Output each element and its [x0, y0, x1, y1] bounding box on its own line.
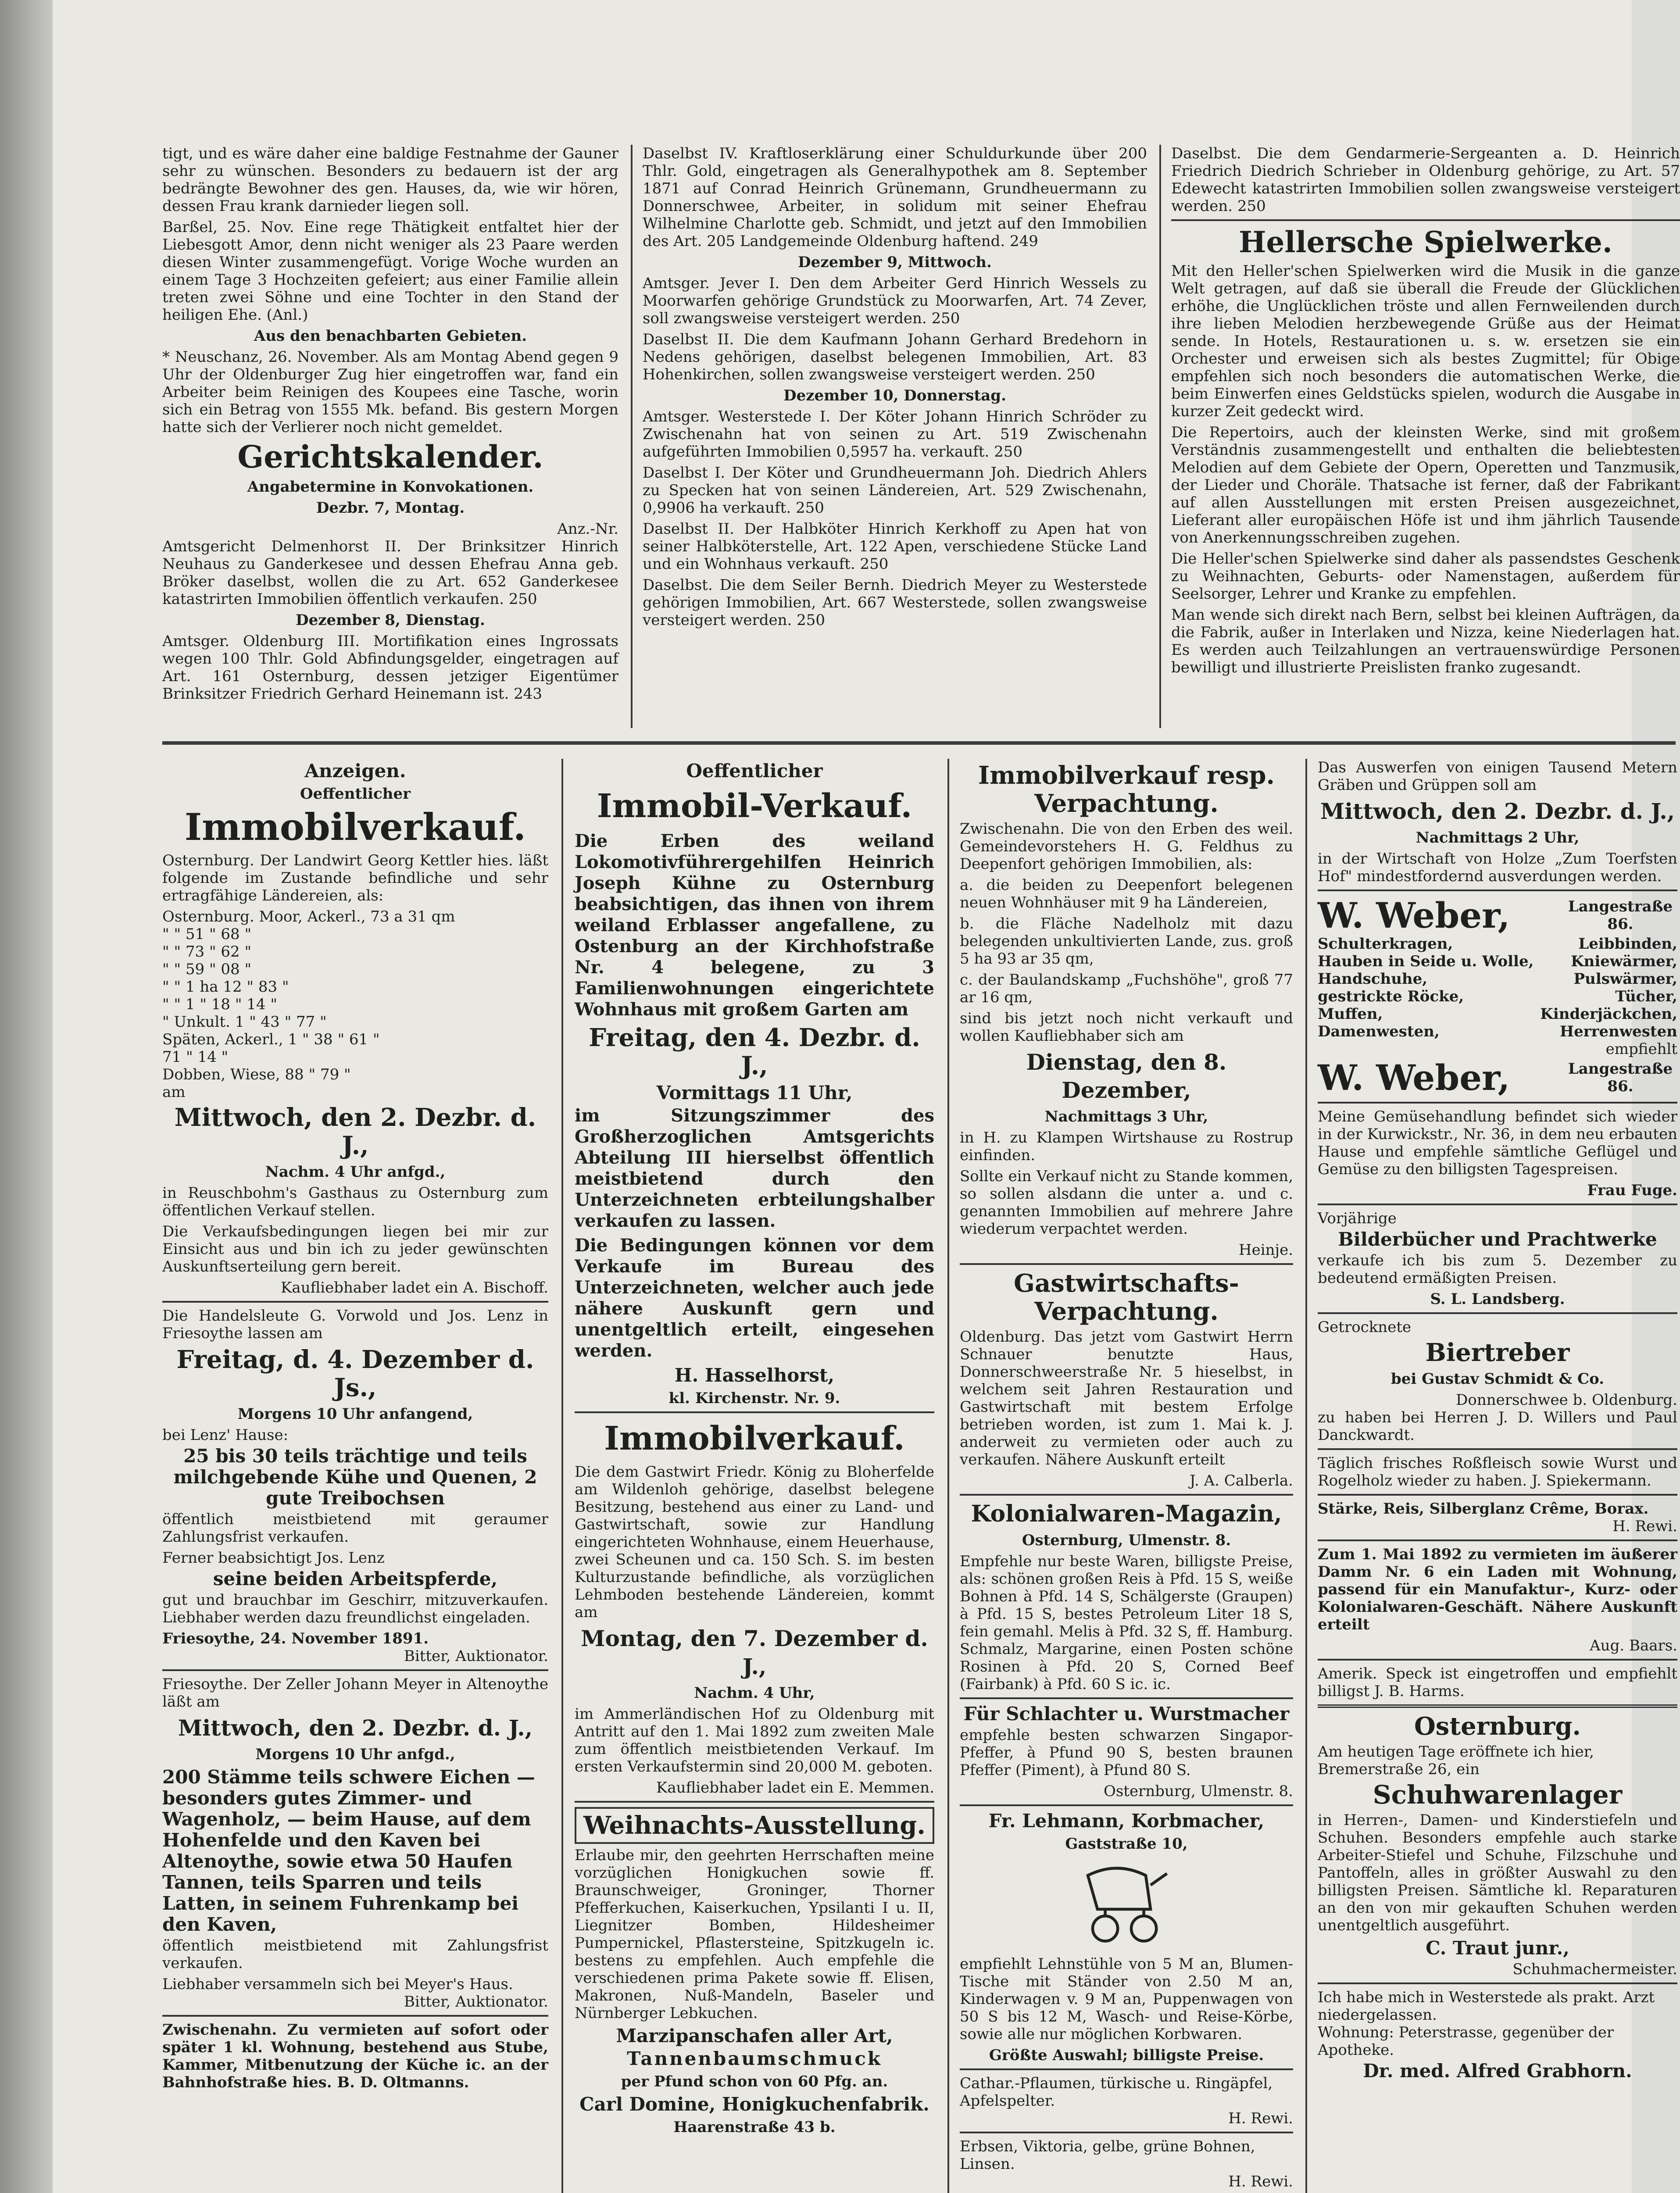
date-heading: Dezember 8, Dienstag.: [296, 611, 485, 629]
ad-item: c. der Baulandskamp „Fuchshöhe", groß 77 ar 16 qm,: [960, 971, 1293, 1006]
ad-text: Oldenburg. Das jetzt vom Gastwirt Herrn Schnauer benutzte Haus, Donnerschweerstraße Nr. 5 hieselbst, in welchem seit Jahren Restauration und Gastwirtschaft mit bestem Erfolge betrieben worden, ist zum 1. Mai k. J. anderweit zu vermieten oder auch zu verkaufen. Nähere Auskunft erteilt: [960, 1328, 1293, 1468]
ad-highlight: seine beiden Arbeitspferde,: [213, 1568, 498, 1589]
land-row: " " 73 " 62 ": [162, 943, 252, 961]
date-heading: Dezember 10, Donnerstag.: [783, 387, 1006, 404]
ad-text: gut und brauchbar im Geschirr, mitzuverkaufen. Liebhaber werden dazu freundlichst eingeladen.: [162, 1591, 548, 1626]
ad-text: öffentlich meistbietend mit geraumer Zahlungsfrist verkaufen.: [162, 1511, 548, 1546]
ad-text: Sollte ein Verkauf nicht zu Stande kommen, so sollen alsdann die unter a. und c. genannten Immobilien auf mehrere Jahre wiederum verpachtet werden.: [960, 1168, 1293, 1238]
land-row: " Unkult. 1 " 43 " 77 ": [162, 1013, 327, 1031]
ad-signature: Heinje.: [1238, 1241, 1293, 1259]
divider: [960, 1263, 1293, 1265]
ad-address: Donnerschwee b. Oldenburg.: [1456, 1391, 1677, 1409]
ad-text: Die dem Gastwirt Friedr. König zu Bloherfelde am Wildenloh gehörige, daselbst belegene Besitzung, bestehend aus einer zu Land- und Gastwirtschaft, sowie zur Handlung eingerichteten Wohnhause, einem Heuerhause, zwei Scheunen und ca. 150 Sch. S. im besten Kulturzustande befindliche, als vorzüglichen Lehmboden bestehende Ländereien, kommt am: [575, 1463, 934, 1621]
ad-text: Die Erben des weiland Lokomotivführergehilfen Heinrich Joseph Kühne zu Osternburg beabsichtigen, das ihnen von ihrem weiland Erblasser angefallene, zu Ostenburg an der Kirchhofstraße Nr. 4 belegene, zu 3 Familienwohnungen eingerichtete Wohnhaus mit großem Garten am: [575, 831, 934, 1020]
ad-firm: W. Weber,: [1318, 895, 1510, 936]
ad-text: Täglich frisches Roßfleisch sowie Wurst und Rogelholz wieder zu haben. J. Spiekermann.: [1318, 1454, 1677, 1489]
ad-highlight: Marzipanschafen aller Art,: [616, 2025, 893, 2047]
ad-signature: H. Hasselhorst,: [674, 1364, 835, 1386]
section-heading: Aus den benachbarten Gebieten.: [254, 327, 527, 345]
goods-list: [1318, 935, 1677, 1040]
column-divider: [1159, 145, 1161, 728]
ad-text: in der Wirtschaft von Holze „Zum Toerfsten Hof" mindestfordernd ausverdungen werden.: [1318, 850, 1677, 885]
ad-text: Die Handelsleute G. Vorwold und Jos. Lenz in Friesoythe lassen am: [162, 1307, 548, 1342]
divider: [1318, 1312, 1677, 1314]
court-entry: Daselbst I. Der Köter und Grundheuermann Joh. Diedrich Ahlers zu Specken hat von seinen Ländereien, Art. 529 Zwischenahn, 0,9906 ha verkauft. 250: [643, 464, 1147, 517]
divider: [960, 2132, 1293, 2133]
goods-item: Damenwesten,: [1318, 1023, 1440, 1040]
ad-signature: Bitter, Auktionator.: [404, 1647, 548, 1665]
ad-text: Das Auswerfen von einigen Tausend Metern Gräben und Grüppen soll am: [1318, 759, 1677, 794]
rewi-item: Erbsen, Viktoria, gelbe, grüne Bohnen, Linsen.: [960, 2138, 1255, 2173]
ad-slogan: Größte Auswahl; billigste Preise.: [989, 2047, 1264, 2064]
goods-item: Leibbinden,: [1578, 935, 1677, 953]
court-calendar-title: Gerichtskalender.: [237, 439, 543, 475]
book-gutter: [0, 0, 53, 2193]
ad-text: Man wende sich direkt nach Bern, selbst bei kleinen Aufträgen, da die Fabrik, außer in Interlaken und Nizza, keine Niederlagen hat. Es werden auch Teilzahlungen an vertrauenswürdige Personen bewilligt und illustrierte Preislisten franko zugesandt.: [1171, 606, 1680, 676]
ad-text: Vorjährige: [1318, 1210, 1397, 1227]
ad-date: Freitag, d. 4. Dezember d. Js.,: [176, 1345, 534, 1402]
divider: [960, 1494, 1293, 1496]
ad-text: Friesoythe. Der Zeller Johann Meyer in Altenoythe läßt am: [162, 1675, 548, 1711]
divider: [575, 1411, 934, 1413]
divider: [162, 1301, 548, 1303]
ad-time: Vormittags 11 Uhr,: [656, 1082, 853, 1104]
ad-signature: Bitter, Auktionator.: [404, 1993, 548, 2011]
land-row: " " 51 " 68 ": [162, 925, 252, 943]
ad-address: Osternburg, Ulmenstr. 8.: [1103, 1782, 1293, 1800]
ad-text: Am heutigen Tage eröffnete ich hier, Bremerstraße 26, ein: [1318, 1743, 1594, 1778]
ad-text: verkaufe ich bis zum 5. Dezember zu bedeutend ermäßigten Preisen.: [1318, 1252, 1677, 1287]
column-label: Anz.-Nr.: [557, 520, 618, 538]
ad-text: Die Verkaufsbedingungen liegen bei mir zur Einsicht aus und bin ich zu jeder gewünschten Auskunftserteilung gern bereit.: [162, 1223, 548, 1275]
land-row: Osternburg. Moor, Ackerl., 73 a 31 qm: [162, 908, 455, 925]
news-text: Barßel, 25. Nov. Eine rege Thätigkeit entfaltet hier der Liebesgott Amor, denn nicht weniger als 23 Paare werden diesen Winter zusammengefügt. Vorige Woche wurden an einem Tage 3 Hochzeiten gefeiert; aus einer Familie allein treten zwei Söhne und eine Tochter in den Stand der heiligen Ehe. (Anl.): [162, 218, 618, 324]
ad-text: Getrocknete: [1318, 1318, 1412, 1336]
ad-address: Osternburg, Ulmenstr. 8.: [1022, 1532, 1231, 1549]
column-divider: [947, 759, 949, 2193]
ad-time: Morgens 10 Uhr anfangend,: [237, 1405, 473, 1423]
heller-title: Hellersche Spielwerke.: [1239, 225, 1612, 259]
weber-header: [1318, 896, 1677, 935]
ad-title: Gastwirtschafts-Verpachtung.: [1014, 1269, 1239, 1326]
ad-item: b. die Fläche Nadelholz mit dazu belegenden unkultivierten Lande, zus. groß 5 ha 93 ar 35 qm,: [960, 915, 1293, 968]
ad-date: Freitag, den 4. Dezbr. d. J.,: [589, 1023, 920, 1080]
ad-title: Schuhwarenlager: [1373, 1780, 1623, 1810]
ad-text: bei Lenz' Hause:: [162, 1426, 289, 1444]
ad-text: per Pfund schon von 60 Pfg. an.: [621, 2073, 888, 2090]
divider: [960, 1804, 1293, 1806]
ad-address: kl. Kirchenstr. Nr. 9.: [668, 1389, 840, 1407]
land-row: Dobben, Wiese, 88 " 79 ": [162, 1066, 351, 1083]
divider: [1318, 1204, 1677, 1205]
ad-signature: Frau Fuge.: [1587, 1182, 1677, 1199]
ad-text: am: [162, 1083, 186, 1101]
goods-item: gestrickte Röcke,: [1318, 988, 1464, 1005]
ad-time: Nachm. 4 Uhr,: [694, 1684, 815, 1702]
ad-text: Die Heller'schen Spielwerke sind daher als passendstes Geschenk zu Weihnachten, Geburts- oder Namenstagen, außerdem für Seelsorger, Lehrer und Kranke zu empfehlen.: [1171, 550, 1680, 603]
goods-item: Kinderjäckchen,: [1540, 1005, 1677, 1023]
ad-title: Immobil-Verkauf.: [597, 787, 912, 825]
court-entry: Daselbst II. Die dem Kaufmann Johann Gerhard Bredehorn in Nedens gehörigen, daselbst belegenen Immobilien, Art. 83 Hohenkirchen, sollen zwangsweise versteigert werden. 250: [643, 331, 1147, 383]
ad-title: Immobilverkauf resp. Verpachtung.: [978, 761, 1275, 818]
ad-text: zu haben bei Herren J. D. Willers und Paul Danckwardt.: [1318, 1409, 1677, 1444]
ad-title: Immobilverkauf.: [184, 805, 526, 849]
ad-label: Oeffentlicher: [686, 760, 823, 782]
court-entry: Amtsger. Jever I. Den dem Arbeiter Gerd Hinrich Wessels zu Moorwarfen gehörige Grundstück zu Moorwarfen, Art. 74 Zever, soll zwangsweise versteigert werden. 250: [643, 275, 1147, 327]
ad-title: Weihnachts-Ausstellung.: [575, 1807, 934, 1844]
divider: [1318, 1982, 1677, 1984]
ad-text: Osternburg. Der Landwirt Georg Kettler hies. läßt folgende im Zustande befindliche und sehr ertragfähige Ländereien, als:: [162, 852, 548, 904]
news-column-3: [1171, 145, 1680, 728]
weber-footer: [1318, 1058, 1677, 1097]
ad-text: im Ammerländischen Hof zu Oldenburg mit Antritt auf den 1. Mai 1892 zum zweiten Male zum öffentlich meistbietenden Verkauf. Im ersten Verkaufstermin sind 20,000 M. geboten.: [575, 1705, 934, 1775]
goods-row: [1318, 1005, 1677, 1023]
ad-title: Kolonialwaren-Magazin,: [971, 1500, 1282, 1527]
ad-date: Montag, den 7. Dezember d. J.,: [581, 1625, 928, 1679]
ad-time: Nachmittags 2 Uhr,: [1415, 829, 1580, 846]
divider: [1318, 1102, 1677, 1104]
ad-signature: S. L. Landsberg.: [1430, 1290, 1565, 1308]
ad-text: Empfehle nur beste Waren, billigste Preise, als: schönen großen Reis à Pfd. 15 S, weiße Bohnen à Pfd. 14 S, Schälgerste (Graupen) à Pfd. 15 S, bestes Petroleum Liter 18 S, fein gemahl. Melis à Pfd. 32 S, ff. Hamburg. Schmalz, Margarine, einen Posten schöne Rosinen à Pfd. 20 S, Corned Beef (Fairbank) à Pfd. 60 S ic. ic.: [960, 1553, 1293, 1693]
land-row: 71 " 14 ": [162, 1048, 229, 1066]
divider: [1318, 1659, 1677, 1661]
ad-title: Bilderbücher und Prachtwerke: [1338, 1229, 1657, 1250]
divider: [1318, 1448, 1677, 1450]
ad-text: Zwischenahn. Zu vermieten auf sofort oder später 1 kl. Wohnung, bestehend aus Stube, Kammer, Mitbenutzung der Küche ic. an der Bahnhofstraße hies. B. D. Oltmanns.: [162, 2021, 548, 2091]
ad-item: a. die beiden zu Deepenfort belegenen neuen Wohnhäuser mit 9 ha Ländereien,: [960, 876, 1293, 911]
land-row: Späten, Ackerl., 1 " 38 " 61 ": [162, 1031, 380, 1048]
column-divider: [561, 759, 563, 2193]
land-row: " " 59 " 08 ": [162, 961, 252, 978]
ad-highlight: 200 Stämme teils schwere Eichen — besonders gutes Zimmer- und Wagenholz, — beim Hause, auf dem Hohenfelde und den Kaven bei Altenoythe, sowie etwa 50 Haufen Tannen, teils Sparren und teils Latten, in seinem Fuhrenkamp bei den Kaven,: [162, 1766, 535, 1935]
court-entry: Amtsger. Oldenburg III. Mortifikation eines Ingrossats wegen 100 Thlr. Gold Abfindungsgelder, eingetragen auf Art. 161 Osternburg, dessen jetziger Eigentümer Brinksitzer Friedrich Gerhard Heinemann ist. 243: [162, 632, 618, 703]
divider: [162, 2015, 548, 2017]
ad-text: empfiehlt: [1605, 1040, 1677, 1058]
ad-text: Ferner beabsichtigt Jos. Lenz: [162, 1549, 385, 1567]
ad-title: Immobilverkauf.: [604, 1420, 905, 1457]
ad-signature: Carl Domine, Honigkuchenfabrik.: [579, 2093, 929, 2115]
ad-title: Osternburg.: [1414, 1712, 1581, 1741]
section-divider: [162, 741, 1676, 745]
divider: [162, 1669, 548, 1671]
ad-text: Liebhaber versammeln sich bei Meyer's Haus.: [162, 1975, 513, 1993]
divider: [1318, 1704, 1677, 1708]
ad-signature: Kaufliebhaber ladet ein A. Bischoff.: [281, 1279, 548, 1297]
ad-text: Die Repertoirs, auch der kleinsten Werke, sind mit großem Verständnis zusammengestellt und enthalten die beliebtesten Melodien auf dem Gebiete der Opern, Operetten und Tanzmusik, der Lieder und Choräle. Thatsache ist ferner, daß der Fabrikant auf allen Ausstellungen mit ersten Preisen ausgezeichnet, Lieferant aller europäischen Höfe ist und ihm jährlich Tausende von Anerkennungsschreiben zugehen.: [1171, 424, 1680, 546]
newspaper-page: [53, 0, 1680, 2193]
court-entry: Daselbst. Die dem Seiler Bernh. Diedrich Meyer zu Westerstede gehörigen Immobilien, Art. 667 Westerstede, sollen zwangsweise versteigert werden. 250: [643, 576, 1147, 629]
ad-address: Langestraße 86.: [1568, 1060, 1673, 1095]
ad-signature: C. Traut junr.,: [1426, 1937, 1569, 1959]
goods-item: Handschuhe,: [1318, 970, 1428, 988]
land-list: [162, 908, 548, 1083]
goods-item: Pulswärmer,: [1573, 970, 1677, 988]
goods-item: Tücher,: [1615, 988, 1677, 1005]
ad-signature: J. A. Calberla.: [1189, 1472, 1293, 1489]
ad-text: in H. zu Klampen Wirtshause zu Rostrup einfinden.: [960, 1129, 1293, 1164]
court-entry: Daselbst. Die dem Gendarmerie-Sergeanten a. D. Heinrich Friedrich Diedrich Schrieber in Oldenburg gehörige, zu Art. 57 Edewecht katastrirten Immobilien sollen zwangsweise versteigert werden. 250: [1171, 145, 1680, 215]
divider: [960, 1697, 1293, 1699]
column-divider: [1305, 759, 1307, 2193]
court-entry: Amtsgericht Delmenhorst II. Der Brinksitzer Hinrich Neuhaus zu Ganderkesee und dessen Ehefrau Anna geb. Bröker daselbst, wollen die zu Art. 652 Ganderkesee katastrirten Immobilien öffentlich verkaufen. 250: [162, 538, 618, 608]
goods-item: Herrenwesten: [1559, 1023, 1677, 1040]
ad-signature: H. Rewi.: [1228, 2110, 1293, 2127]
ad-date: Dienstag, den 8. Dezember,: [1026, 1049, 1227, 1103]
ad-text: Die Bedingungen können vor dem Verkaufe im Bureau des Unterzeichneten, welcher auch jede nähere Auskunft gern und unentgeltlich erteilt, eingesehen werden.: [575, 1235, 934, 1361]
court-entry: Daselbst II. Der Halbköter Hinrich Kerkhoff zu Apen hat von seiner Halbköterstelle, Art. 122 Apen, verschiedene Stücke Land und ein Wohnhaus verkauft. 250: [643, 520, 1147, 573]
ad-text: im Sitzungszimmer des Großherzoglichen Amtsgerichts Abteilung III hierselbst öffentlich meistbietend durch den Unterzeichneten erbteilungshalber verkaufen zu lassen.: [575, 1105, 934, 1231]
goods-item: Kniewärmer,: [1571, 953, 1677, 970]
ad-text: Erlaube mir, den geehrten Herrschaften meine vorzüglichen Honigkuchen sowie ff. Braunschweiger, Groninger, Thorner Pfefferkuchen, Kaiserkuchen, Ypsilanti I u. II, Liegnitzer Bomben, Hildesheimer Pumpernickel, Pflastersteine, Spitzkugeln ic. bestens zu empfehlen. Auch empfehle die verschiedenen prima Pakete sowie ff. Elisen, Makronen, Nuß-Mandeln, Baseler und Nürnberger Lebkuchen.: [575, 1847, 934, 2022]
ad-signature: H. Rewi.: [1228, 2173, 1293, 2190]
ad-date: Mittwoch, den 2. Dezbr. d. J.,: [174, 1103, 536, 1160]
divider: [1318, 1539, 1677, 1541]
ad-label: Oeffentlicher: [300, 785, 411, 803]
ad-signature: Kaufliebhaber ladet ein E. Memmen.: [656, 1779, 934, 1797]
ad-column-2: [575, 759, 934, 2193]
ad-address: Haarenstraße 43 b.: [673, 2118, 836, 2136]
rewi-item: Cathar.-Pflaumen, türkische u. Ringäpfel, Apfelspelter.: [960, 2075, 1273, 2110]
date-heading: Dezember 9, Mittwoch.: [798, 254, 992, 271]
ad-firm: W. Weber,: [1318, 1057, 1510, 1098]
date-heading: Dezbr. 7, Montag.: [316, 499, 465, 517]
goods-row: [1318, 1023, 1677, 1040]
pram-illustration: [1078, 1856, 1175, 1953]
ad-date: Mittwoch, den 2. Dezbr. d. J.,: [1320, 798, 1675, 824]
goods-item: Muffen,: [1318, 1005, 1383, 1023]
section-heading: Angabetermine in Konvokationen.: [247, 478, 534, 496]
ad-column-3: [960, 759, 1293, 2193]
land-row: " " 1 ha 12 " 83 ": [162, 978, 289, 996]
divider: [1318, 1494, 1677, 1496]
goods-row: [1318, 970, 1677, 988]
ad-text: Stärke, Reis, Silberglanz Crême, Borax.: [1318, 1500, 1649, 1518]
ad-address: Gaststraße 10,: [1065, 1835, 1188, 1853]
column-divider: [631, 145, 633, 728]
ad-time: Morgens 10 Uhr anfgd.,: [255, 1746, 455, 1763]
ad-text: öffentlich meistbietend mit Zahlungsfrist verkaufen.: [162, 1937, 548, 1972]
court-entry: Amtsger. Westerstede I. Der Köter Johann Hinrich Schröder zu Zwischenahn hat von seinen zu Art. 519 Zwischenahn aufgeführten Immobilien 0,5957 ha. verkauft. 250: [643, 408, 1147, 461]
ad-text: empfiehlt Lehnstühle von 5 M an, Blumen-Tische mit Ständer von 2.50 M an, Kinderwagen v. 9 M an, Puppenwagen von 50 S bis 12 M, Wasch- und Reise-Körbe, sowie alle nur möglichen Korbwaren.: [960, 1955, 1293, 2043]
ad-text: Amerik. Speck ist eingetroffen und empfiehlt billigst J. B. Harms.: [1318, 1665, 1677, 1700]
news-text: * Neuschanz, 26. November. Als am Montag Abend gegen 9 Uhr der Oldenburger Zug hier eingetroffen war, fand ein Arbeiter beim Reinigen des Koupees eine Tasche, worin sich ein Betrag von 1555 Mk. befand. Bis gestern Morgen hatte sich der Verlierer noch nicht gemeldet.: [162, 348, 618, 436]
ad-firm: bei Gustav Schmidt & Co.: [1390, 1370, 1605, 1388]
divider: [1318, 889, 1677, 891]
ads-heading: Anzeigen.: [304, 760, 406, 782]
ad-text: Ich habe mich in Westerstede als prakt. Arzt niedergelassen.: [1318, 1989, 1655, 2024]
ad-text: empfehle besten schwarzen Singapor-Pfeffer, à Pfund 90 S, besten braunen Pfeffer (Piment), à Pfund 80 S.: [960, 1726, 1293, 1779]
ad-text: sind bis jetzt noch nicht verkauft und wollen Kaufliebhaber sich am: [960, 1010, 1293, 1045]
ad-column-4: [1318, 759, 1677, 2193]
ad-text: Meine Gemüsehandlung befindet sich wieder in der Kurwickstr., Nr. 36, in dem neu erbauten Hause und empfehle sämtliche Geflügel und Gemüse zu den billigsten Tagespreisen.: [1318, 1108, 1677, 1178]
ad-date: Mittwoch, den 2. Dezbr. d. J.,: [178, 1715, 533, 1741]
ad-text: Zwischenahn. Die von den Erben des weil. Gemeindevorstehers H. G. Feldhus zu Deepenfort gehörigen Immobilien, als:: [960, 820, 1293, 873]
ad-title: Biertreber: [1425, 1338, 1570, 1367]
ad-highlight: 25 bis 30 teils trächtige und teils milchgebende Kühe und Quenen, 2 gute Treibochsen: [173, 1445, 537, 1509]
goods-row: [1318, 953, 1677, 970]
ad-time: Nachmittags 3 Uhr,: [1044, 1108, 1208, 1125]
ad-text: Mit den Heller'schen Spielwerken wird die Musik in die ganze Welt getragen, auf daß sie überall die Freude der Glücklichen erhöhe, die Unglücklichen tröste und allen Fernweilenden durch ihre lieben Melodien herzbewegende Grüße aus der Heimat sende. In Hotels, Restaurationen u. s. w. ersetzen sie ein Orchester und erweisen sich als bestes Zugmittel; für Obige empfehlen sich noch besonders die automatischen Werke, die beim Einwerfen eines Geldstücks spielen, wodurch die Ausgabe in kurzer Zeit gedeckt wird.: [1171, 262, 1680, 420]
ad-signature: Fr. Lehmann, Korbmacher,: [988, 1810, 1265, 1832]
ad-text: in Herren-, Damen- und Kinderstiefeln und Schuhen. Besonders empfehle auch starke Arbeiter-Stiefel und Schuhe, Filzschuhe und Pantoffeln, alles in größter Auswahl zu den billigsten Preisen. Sämtliche kl. Reparaturen an den von mir gekauften Schuhen werden unentgeltlich ausgeführt.: [1318, 1811, 1677, 1934]
goods-row: [1318, 988, 1677, 1005]
ad-highlight: Tannenbaumschmuck: [627, 2048, 882, 2069]
court-entry: Daselbst IV. Kraftloserklärung einer Schuldurkunde über 200 Thlr. Gold, eingetragen als Generalhypothek am 8. September 1871 auf Conrad Heinrich Grünemann, Grundheuermann zu Donnerschwee, Arbeiter, in solidum mit seiner Ehefrau Wilhelmine Charlotte geb. Schmidt, und jetzt auf den Immobilien des Art. 205 Landgemeinde Oldenburg haftend. 249: [643, 145, 1147, 250]
ad-signature: Dr. med. Alfred Grabhorn.: [1363, 2060, 1632, 2082]
land-row: " " 1 " 18 " 14 ": [162, 996, 278, 1013]
news-text: tigt, und es wäre daher eine baldige Festnahme der Gauner sehr zu wünschen. Besonders zu bedauern ist der arg bedrängte Bewohner des gen. Hauses, da, wie wir hören, dessen Frau krank darnieder liegen soll.: [162, 145, 618, 215]
goods-item: Schulterkragen,: [1318, 935, 1453, 953]
ad-signature: Friesoythe, 24. November 1891.: [162, 1630, 429, 1647]
divider: [1171, 219, 1680, 221]
ad-text: Zum 1. Mai 1892 zu vermieten im äußerer Damm Nr. 6 ein Laden mit Wohnung, passend für ein Manufaktur-, Kurz- oder Kolonialwaren-Geschäft. Nähere Auskunft erteilt: [1318, 1546, 1677, 1633]
divider: [960, 2068, 1293, 2070]
ad-signature: H. Rewi.: [1612, 1518, 1677, 1535]
ad-time: Nachm. 4 Uhr anfgd.,: [265, 1163, 446, 1181]
news-column-1: [162, 145, 618, 728]
ad-title: Für Schlachter u. Wurstmacher: [963, 1703, 1290, 1725]
ad-address: Langestraße 86.: [1568, 898, 1673, 933]
goods-row: [1318, 935, 1677, 953]
ad-signature: Schuhmachermeister.: [1512, 1961, 1677, 1978]
ad-text: Wohnung: Peterstrasse, gegenüber der Apotheke.: [1318, 2024, 1614, 2059]
ad-column-1: [162, 759, 548, 2193]
ad-text: in Reuschbohm's Gasthaus zu Osternburg zum öffentlichen Verkauf stellen.: [162, 1184, 548, 1219]
news-column-2: [643, 145, 1147, 728]
divider: [575, 1801, 934, 1803]
ad-signature: Aug. Baars.: [1590, 1637, 1677, 1654]
goods-item: Hauben in Seide u. Wolle,: [1318, 953, 1534, 970]
